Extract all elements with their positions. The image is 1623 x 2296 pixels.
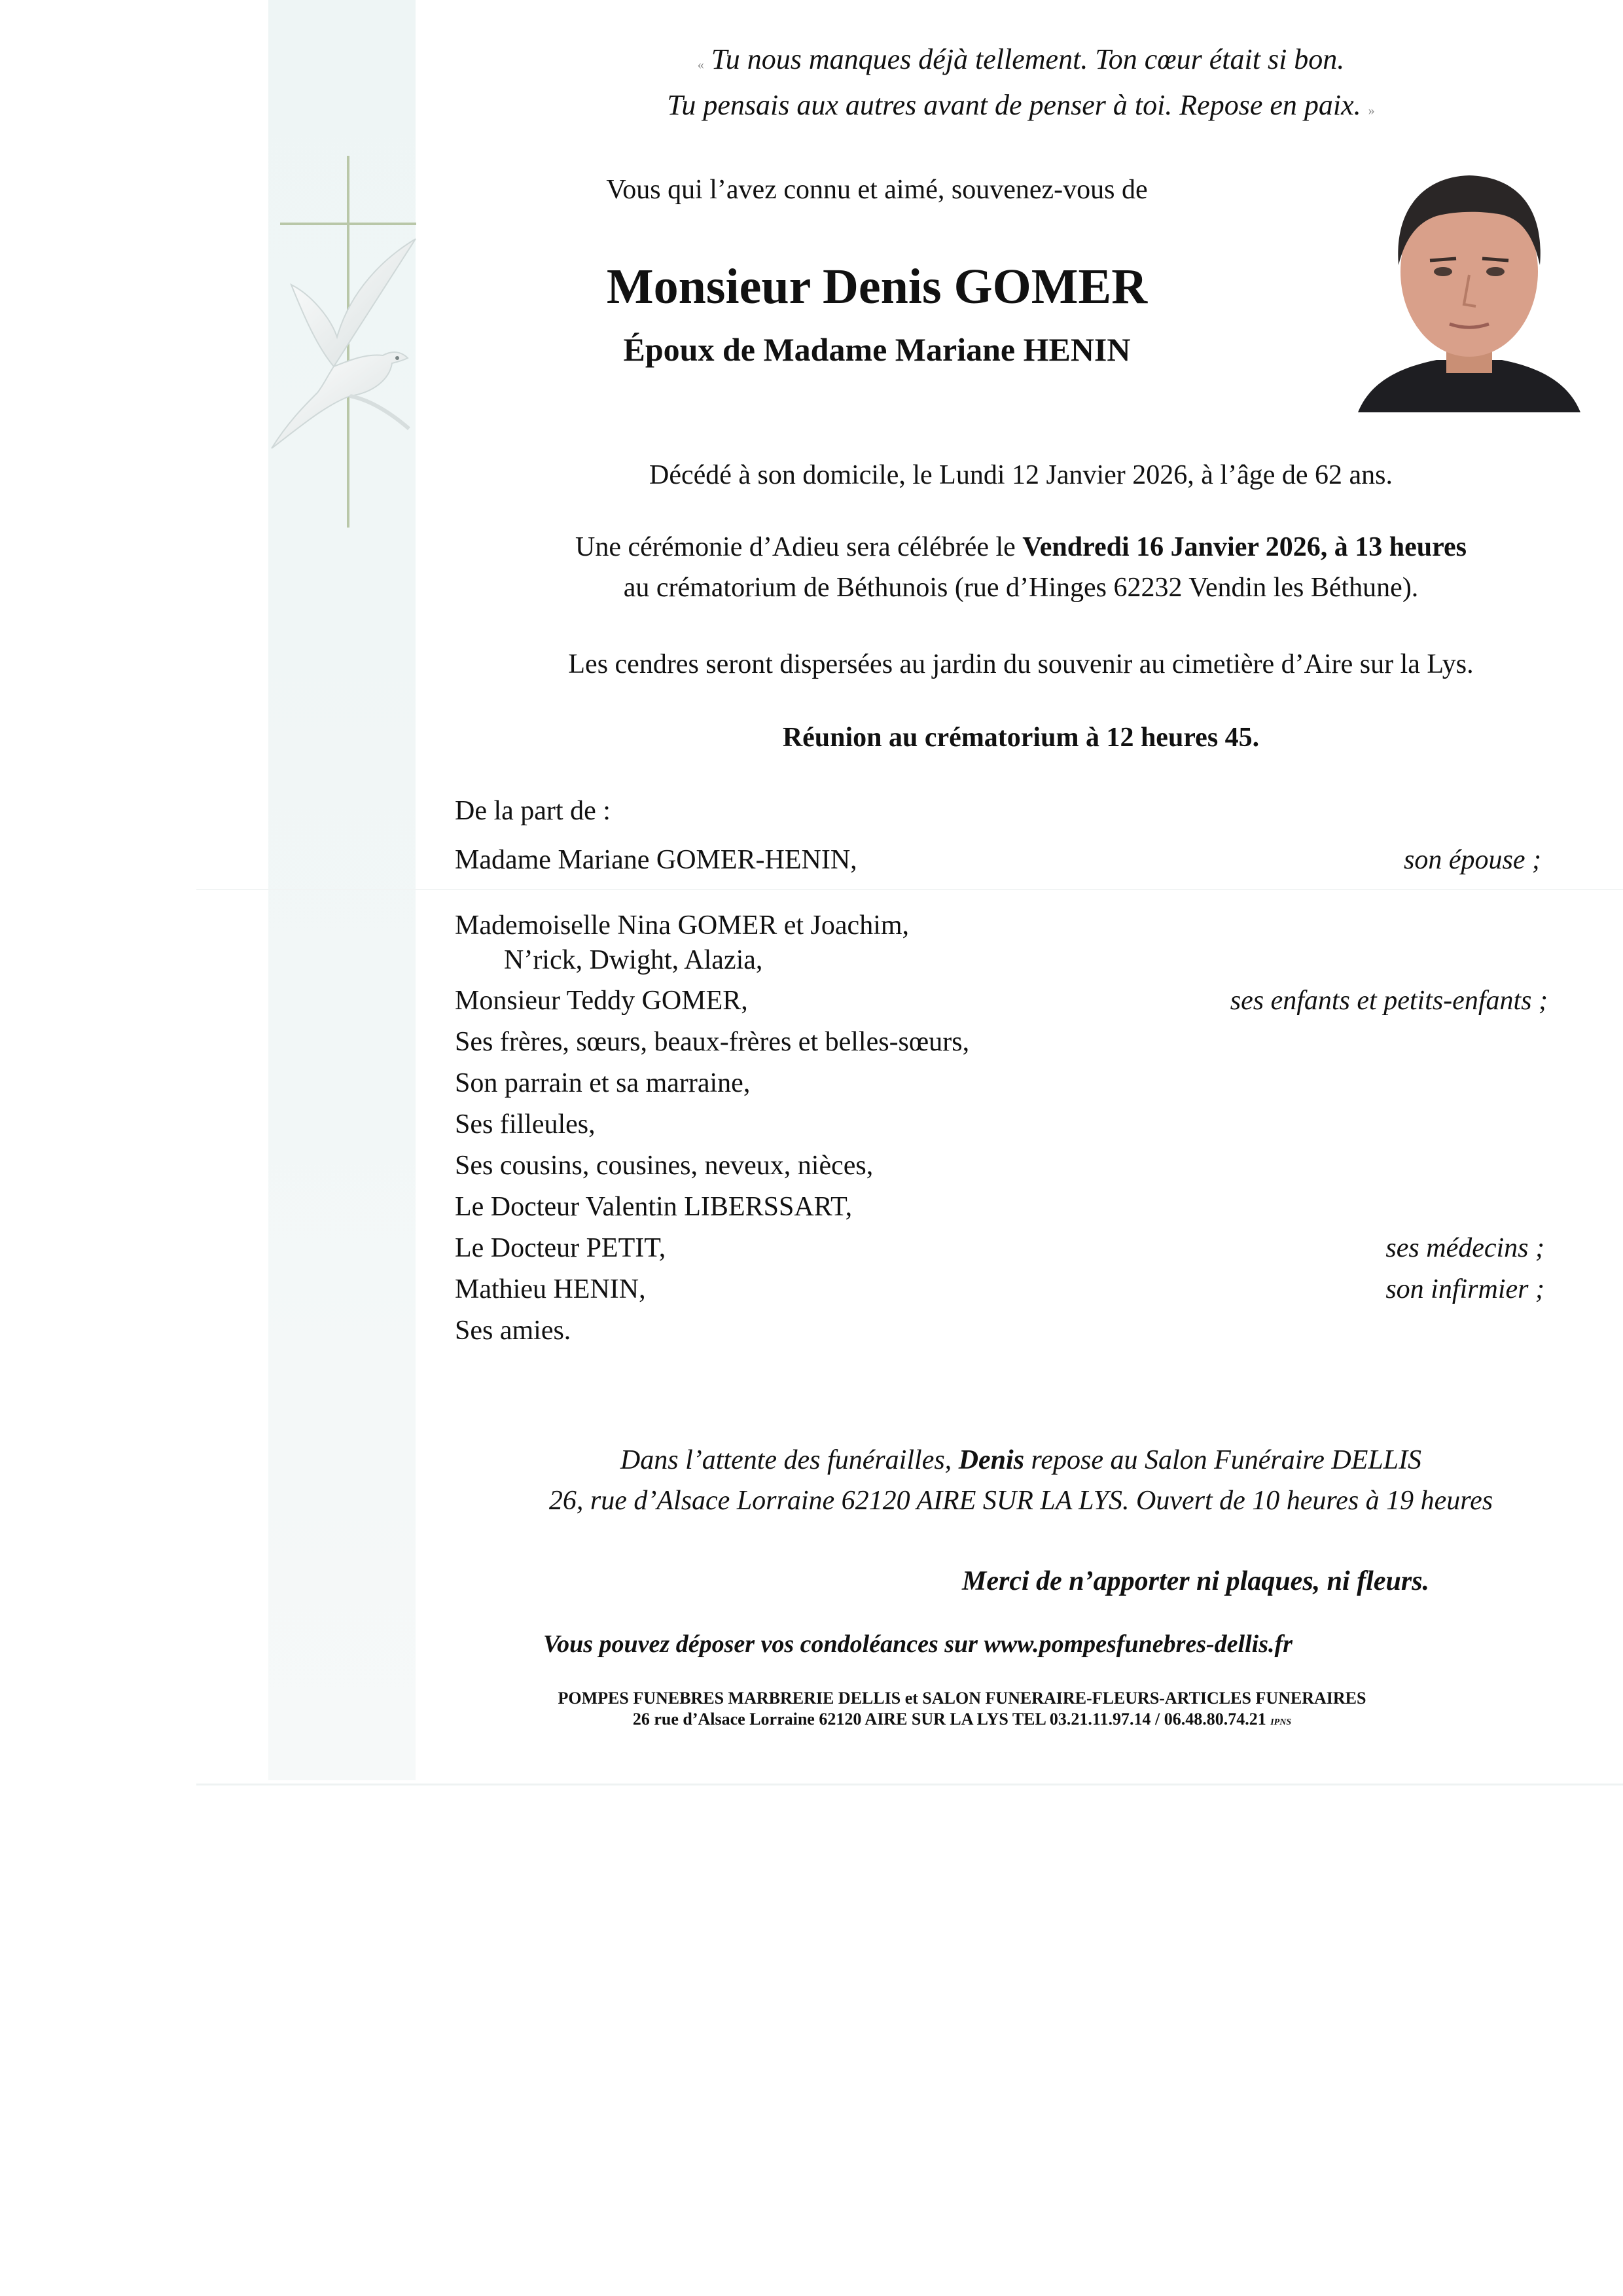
fold-line [196, 889, 1623, 890]
footer-address [504, 1710, 1420, 1729]
funeral-home-info [458, 1440, 1584, 1521]
memorial-quote [458, 39, 1584, 131]
family-line: Ses amies. [455, 1316, 571, 1346]
family-line: Le Docteur Valentin LIBERSSART, [455, 1192, 853, 1222]
condolences-notice: Vous pouvez déposer vos condoléances sur www.pompesfunebres-dellis.fr [543, 1630, 1293, 1658]
family-relation: son infirmier ; [1385, 1274, 1544, 1304]
family-line: Ses filleules, [455, 1109, 596, 1139]
ceremony-info [458, 527, 1584, 608]
ceremony-prefix: Une cérémonie d’Adieu sera célébrée le [575, 532, 1023, 562]
ceremony-date-time: Vendredi 16 Janvier 2026, à 13 heures [1022, 532, 1467, 562]
meeting-notice: Réunion au crématorium à 12 heures 45. [782, 723, 1260, 753]
portrait-photo [1358, 151, 1580, 412]
funeral-home-text-a: Dans l’attente des funérailles, [620, 1445, 959, 1475]
family-line: Le Docteur PETIT, [455, 1233, 666, 1263]
funeral-home-text-b: repose au Salon Funéraire DELLIS [1024, 1445, 1422, 1475]
no-flowers-notice: Merci de n’apporter ni plaques, ni fleurs. [962, 1566, 1430, 1596]
ceremony-location: au crématorium de Béthunois (rue d’Hinges 62232 Vendin les Béthune). [623, 573, 1419, 603]
footer-ipns: IPNS [1270, 1717, 1292, 1727]
cross-horizontal [280, 223, 416, 225]
family-line: N’rick, Dwight, Alazia, [504, 945, 763, 975]
page-bottom-line [196, 1784, 1623, 1785]
death-notice: Décédé à son domicile, le Lundi 12 Janvier 2026, à l’âge de 62 ans. [649, 460, 1393, 490]
family-relation: ses enfants et petits-enfants ; [1230, 986, 1548, 1016]
family-relation: ses médecins ; [1385, 1233, 1544, 1263]
family-line: Son parrain et sa marraine, [455, 1068, 751, 1098]
dove-icon [252, 232, 429, 455]
family-line: Mademoiselle Nina GOMER et Joachim, [455, 910, 910, 941]
intro-text: Vous qui l’avez connu et aimé, souvenez-vous de [606, 175, 1148, 205]
family-line: Mathieu HENIN, [455, 1274, 646, 1304]
quote-line-1: Tu nous manques déjà tellement. Ton cœur était si bon. [711, 43, 1345, 75]
quote-open-mark: « [697, 58, 704, 72]
footer-company: POMPES FUNEBRES MARBRERIE DELLIS et SALON FUNERAIRE-FLEURS-ARTICLES FUNERAIRES [558, 1689, 1366, 1708]
funeral-home-address: 26, rue d’Alsace Lorraine 62120 AIRE SUR LA LYS. Ouvert de 10 heures à 19 heures [548, 1486, 1493, 1516]
family-relation: son épouse ; [1404, 845, 1541, 875]
ashes-notice: Les cendres seront dispersées au jardin du souvenir au cimetière d’Aire sur la Lys. [568, 649, 1474, 679]
quote-close-mark: » [1368, 103, 1375, 118]
family-line: Ses frères, sœurs, beaux-frères et belles-sœurs, [455, 1027, 970, 1057]
family-line: Ses cousins, cousines, neveux, nièces, [455, 1151, 874, 1181]
footer-address-text: 26 rue d’Alsace Lorraine 62120 AIRE SUR LA LYS TEL 03.21.11.97.14 / 06.48.80.74.21 [632, 1710, 1266, 1729]
family-line: Madame Mariane GOMER-HENIN, [455, 845, 857, 875]
funeral-home-name: Denis [958, 1445, 1025, 1475]
deceased-name: Monsieur Denis GOMER [606, 259, 1148, 314]
family-heading: De la part de : [455, 796, 611, 826]
quote-line-2: Tu pensais aux autres avant de penser à toi. Repose en paix. [667, 89, 1361, 121]
family-line: Monsieur Teddy GOMER, [455, 986, 748, 1016]
deceased-spouse: Époux de Madame Mariane HENIN [623, 331, 1131, 368]
